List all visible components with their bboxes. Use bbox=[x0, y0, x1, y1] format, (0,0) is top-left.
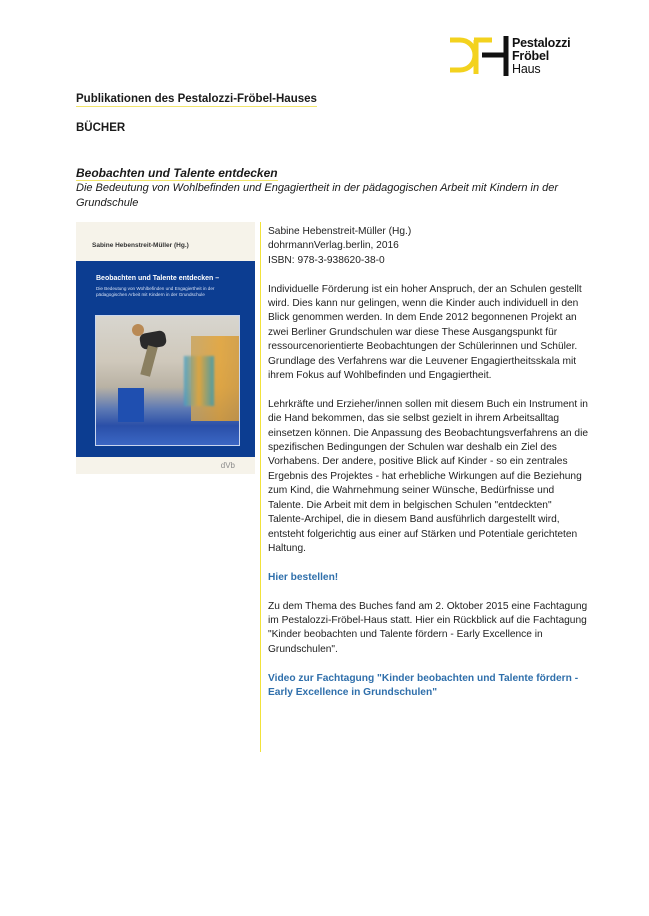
logo-wordmark bbox=[512, 37, 570, 76]
cover-author: Sabine Hebenstreit-Müller (Hg.) bbox=[92, 242, 189, 249]
book-cover-image bbox=[76, 222, 255, 474]
description-paragraph-2: Lehrkräfte und Erzieher/innen sollen mit diesem Buch ein Instrument in die Hand bekommen, das sie selbst gezielt in ihrem Arbeitsalltag einsetzen können. Die Anpassung des Beobachtungsverfahrens an die spezifischen Bedingungen der Schulen war deshalb ein Ziel des Vorhabens. Der andere, positive Blick auf Kinder - so ein zentrales Ergebnis des Projektes - hat erhebliche Wirkungen auf die Beziehung zum Kind, die Wahrnehmung seiner Wünsche, Bedürfnisse und Talente. Die Arbeit mit dem in belgischen Schulen "entdeckten" Talente-Archipel, die in diesem Band ausführlich dargestellt wird, entsteht folgerichtig aus einer auf Stärken und Potentiale gerichteten Haltung. bbox=[268, 398, 589, 554]
page-title: Publikationen des Pestalozzi-Fröbel-Hauses bbox=[76, 93, 317, 105]
book-subtitle: Die Bedeutung von Wohlbefinden und Engagiertheit in der pädagogischen Arbeit mit Kindern in der Grundschule bbox=[76, 182, 559, 209]
accent-divider bbox=[260, 222, 261, 752]
photo-mat bbox=[118, 388, 144, 422]
photo-child-legs bbox=[140, 345, 157, 377]
pfh-logo[interactable] bbox=[448, 34, 588, 78]
section-label: BÜCHER bbox=[76, 122, 126, 134]
book-title: Beobachten und Talente entdecken bbox=[76, 166, 278, 180]
book-author: Sabine Hebenstreit-Müller (Hg.) bbox=[268, 226, 412, 237]
logo-line-3: Haus bbox=[512, 62, 541, 76]
pfh-logo-mark-icon bbox=[448, 34, 510, 76]
book-meta bbox=[268, 225, 588, 268]
cover-photo bbox=[95, 315, 240, 446]
logo-line-1: Pestalozzi bbox=[512, 36, 571, 50]
book-description bbox=[268, 225, 588, 715]
order-link[interactable]: Hier bestellen! bbox=[268, 571, 339, 583]
logo-line-2: Fröbel bbox=[512, 49, 549, 63]
cover-subtitle: Die Bedeutung von Wohlbefinden und Engagiertheit in der pädagogischen Arbeit mit Kindern in der Grundschule bbox=[96, 286, 215, 297]
photo-children bbox=[184, 356, 214, 406]
conference-paragraph: Zu dem Thema des Buches fand am 2. Oktober 2015 eine Fachtagung im Pestalozzi-Fröbel-Haus statt. Hier ein Rückblick auf die Fachtagung "Kinder beobachten und Talente fördern - Early Excellence in Grundschulen". bbox=[268, 600, 588, 655]
cover-title: Beobachten und Talente entdecken – bbox=[96, 275, 220, 282]
video-link[interactable]: Video zur Fachtagung "Kinder beobachten und Talente fördern - Early Excellence in Grundschulen" bbox=[268, 672, 579, 698]
book-publisher: dohrmannVerlag.berlin, 2016 bbox=[268, 240, 399, 252]
cover-publisher-mark: dVb bbox=[220, 461, 235, 470]
book-isbn: ISBN: 978-3-938620-38-0 bbox=[268, 254, 385, 266]
description-paragraph-1: Individuelle Förderung ist ein hoher Anspruch, der an Schulen gestellt wird. Dies kann nur gelingen, wenn die Kinder auch individuell in den Blick genommen werden. In dem Ende 2012 begonnenen Projekt an zwei Berliner Grundschulen war diese These Ausgangspunkt für ressourcenorientierte Beobachtungen der Schülerinnen und Schüler. Grundlage des Verfahrens war die Leuvener Engagiertheitsskala mit ihrem Fokus auf Wohlbefinden und Engagiertheit. bbox=[268, 283, 582, 382]
cover-blue-panel bbox=[76, 261, 255, 457]
